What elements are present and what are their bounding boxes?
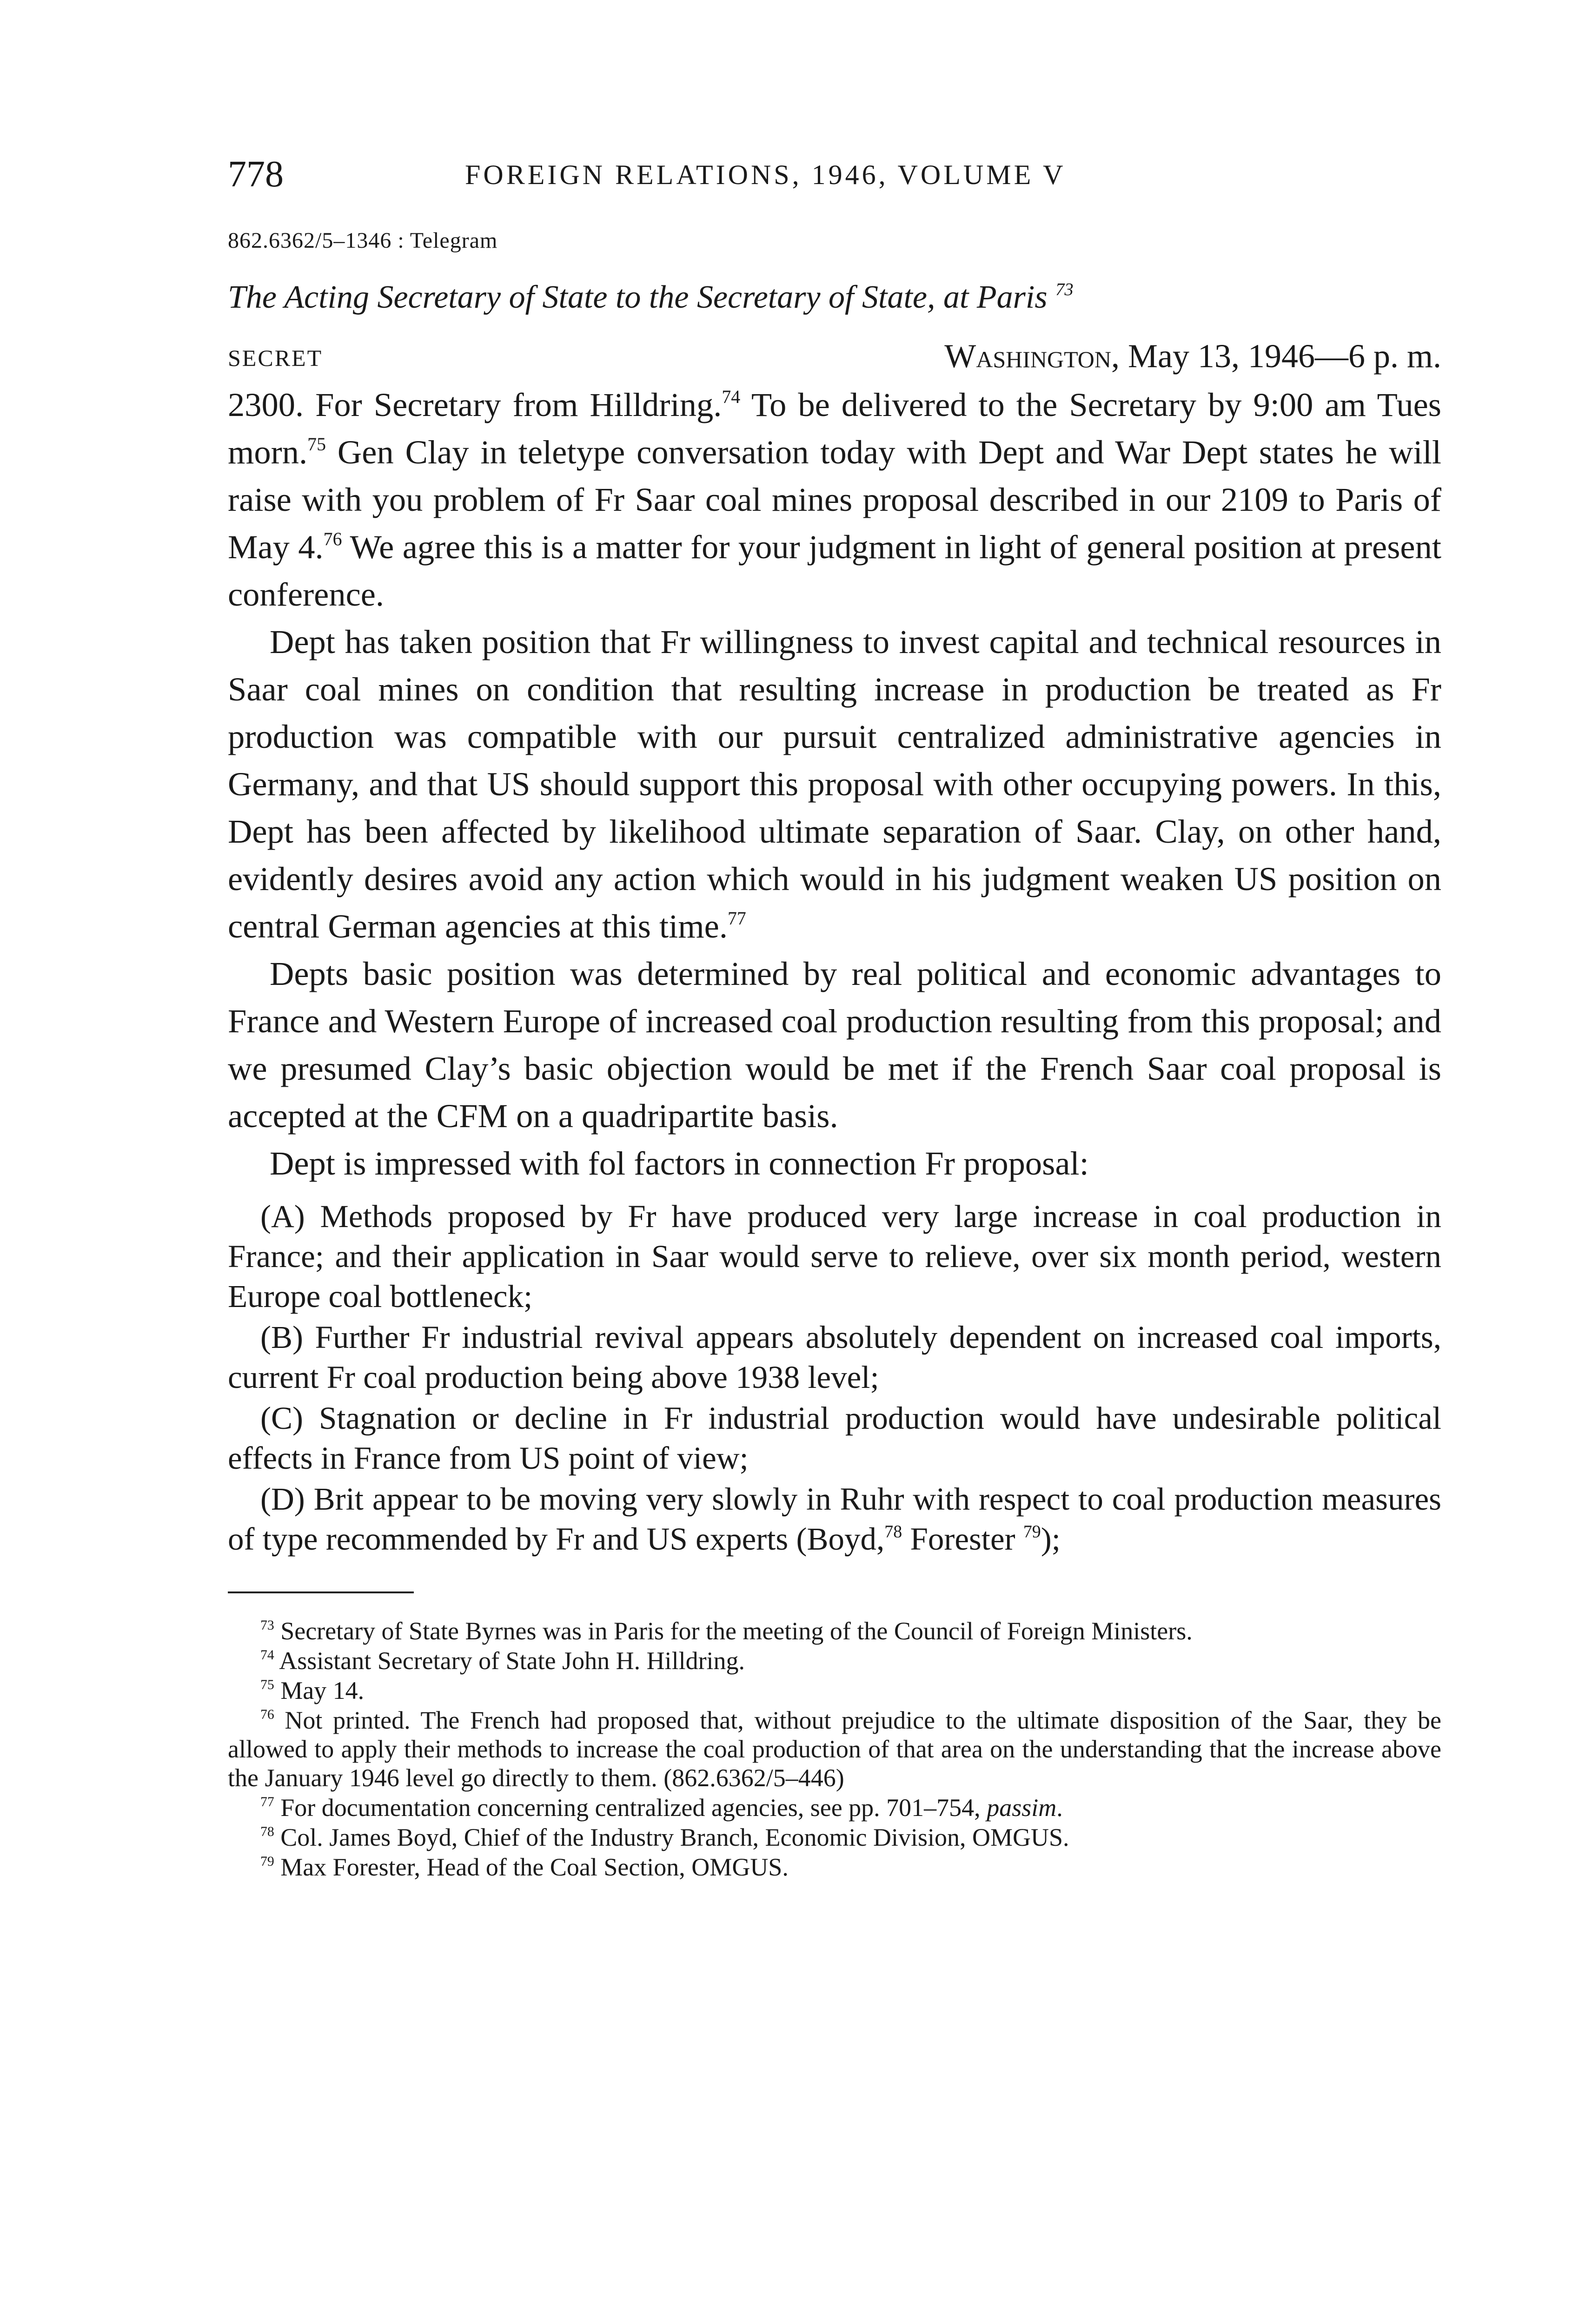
page-number: 778 bbox=[228, 154, 284, 195]
footnote-77 bbox=[228, 1793, 1441, 1822]
p1-text-b: To be delivered to the Secretary by 9:00 am Tues morn. bbox=[228, 386, 1441, 471]
footnote-text: Col. James Boyd, Chief of the Industry Branch, Economic Division, OMGUS. bbox=[274, 1823, 1069, 1851]
footnote-ref-77: 77 bbox=[727, 908, 746, 929]
place: Washington bbox=[944, 337, 1112, 375]
page-header bbox=[228, 153, 1441, 209]
footnote-ref-79: 79 bbox=[1023, 1522, 1041, 1542]
footnote-text: May 14. bbox=[274, 1677, 365, 1704]
date: , May 13, 1946—6 p. m. bbox=[1111, 337, 1441, 375]
list-item-b: (B) Further Fr industrial revival appears absolutely dependent on increased coal imports, current Fr coal production being above 1938 level; bbox=[228, 1320, 1441, 1395]
item-d-text-1: (D) Brit appear to be moving very slowly in Ruhr with respect to coal production measures of type recommended by Fr and US experts (Boyd, bbox=[228, 1481, 1441, 1557]
telegram-body bbox=[228, 381, 1441, 1559]
running-title: FOREIGN RELATIONS, 1946, VOLUME V bbox=[465, 159, 1066, 190]
footnote-76 bbox=[228, 1706, 1441, 1792]
footnote-number: 74 bbox=[260, 1648, 274, 1663]
list-item-c: (C) Stagnation or decline in Fr industrial production would have undesirable political effects in France from US point of view; bbox=[228, 1400, 1441, 1476]
footnote-75 bbox=[228, 1676, 1441, 1705]
paragraph-1 bbox=[228, 381, 1441, 618]
footnote-number: 78 bbox=[260, 1824, 274, 1840]
file-number: 862.6362/5–1346 : Telegram bbox=[228, 228, 498, 253]
footnote-text: Assistant Secretary of State John H. Hilldring. bbox=[274, 1647, 745, 1675]
footnote-ref-76: 76 bbox=[323, 528, 342, 550]
footnote-ref-74: 74 bbox=[722, 386, 741, 408]
factor-list bbox=[228, 1196, 1441, 1559]
date-line bbox=[944, 337, 1441, 376]
p1-text-c: Gen Clay in teletype conversation today with Dept and War Dept states he will raise with you problem of Fr Saar coal mines proposal described in our 2109 to Paris of May 4. bbox=[228, 433, 1441, 566]
document-page bbox=[228, 153, 1441, 1882]
footnote-number: 73 bbox=[260, 1618, 274, 1633]
dateline bbox=[228, 337, 1441, 381]
paragraph-3: Depts basic position was determined by real political and economic advantages to France and Western Europe of increased coal production resulting from this proposal; and we presumed Clay’s basic objection would be met if the French Saar coal proposal is accepted at the CFM on a quadripartite basis. bbox=[228, 955, 1441, 1135]
p2-text: Dept has taken position that Fr willingness to invest capital and technical resources in Saar coal mines on condition that resulting increase in production be treated as Fr production was compatible with our pursuit centralized administrative agencies in Germany, and that US should support this proposal with other occupying powers. In this, Dept has been affected by likelihood ultimate separation of Saar. Clay, on other hand, evidently desires avoid any action which would in his judgment weaken US position on central German agencies at this time. bbox=[228, 623, 1441, 945]
footnote-number: 77 bbox=[260, 1795, 274, 1810]
footnote-italic: passim bbox=[987, 1794, 1057, 1822]
p1-text-a: 2300. For Secretary from Hilldring. bbox=[228, 386, 722, 423]
footnote-79 bbox=[228, 1853, 1441, 1882]
footnote-73 bbox=[228, 1617, 1441, 1645]
classification: SECRET bbox=[228, 345, 323, 371]
footnote-text: Max Forester, Head of the Coal Section, OMGUS. bbox=[274, 1853, 789, 1881]
footnote-ref-73: 73 bbox=[1055, 280, 1074, 300]
footnote-ref-78: 78 bbox=[884, 1522, 902, 1542]
footnotes bbox=[228, 1617, 1441, 1882]
document-title-text: The Acting Secretary of State to the Secretary of State, at Paris bbox=[228, 279, 1048, 315]
footnote-text: For documentation concerning centralized agencies, see pp. 701–754, bbox=[274, 1794, 987, 1822]
footnote-number: 75 bbox=[260, 1677, 274, 1693]
p1-text-d: We agree this is a matter for your judgment in light of general position at present conference. bbox=[228, 528, 1441, 613]
document-title bbox=[228, 277, 1441, 318]
footnote-78 bbox=[228, 1823, 1441, 1852]
footnote-end: . bbox=[1056, 1794, 1063, 1822]
list-item-a: (A) Methods proposed by Fr have produced very large increase in coal production in France; and their application in Saar would serve to relieve, over six month period, western Europe coal bottleneck; bbox=[228, 1199, 1441, 1314]
item-d-text-2: Forester bbox=[902, 1521, 1023, 1557]
footnote-74 bbox=[228, 1646, 1441, 1675]
footnote-divider bbox=[228, 1591, 414, 1593]
footnote-text: Secretary of State Byrnes was in Paris for the meeting of the Council of Foreign Ministers. bbox=[274, 1617, 1193, 1645]
footnote-number: 79 bbox=[260, 1854, 274, 1869]
footnote-number: 76 bbox=[260, 1707, 274, 1723]
paragraph-2 bbox=[228, 618, 1441, 950]
item-d-text-3: ); bbox=[1041, 1521, 1061, 1557]
paragraph-4: Dept is impressed with fol factors in connection Fr proposal: bbox=[270, 1144, 1089, 1182]
footnote-ref-75: 75 bbox=[307, 434, 326, 455]
list-item-d bbox=[228, 1479, 1441, 1559]
footnote-text: Not printed. The French had proposed that, without prejudice to the ultimate disposition of the Saar, they be allowed to apply their methods to increase the coal production of that area on the understanding that the increase above the January 1946 level go directly to them. (862.6362/5–446) bbox=[228, 1706, 1441, 1792]
